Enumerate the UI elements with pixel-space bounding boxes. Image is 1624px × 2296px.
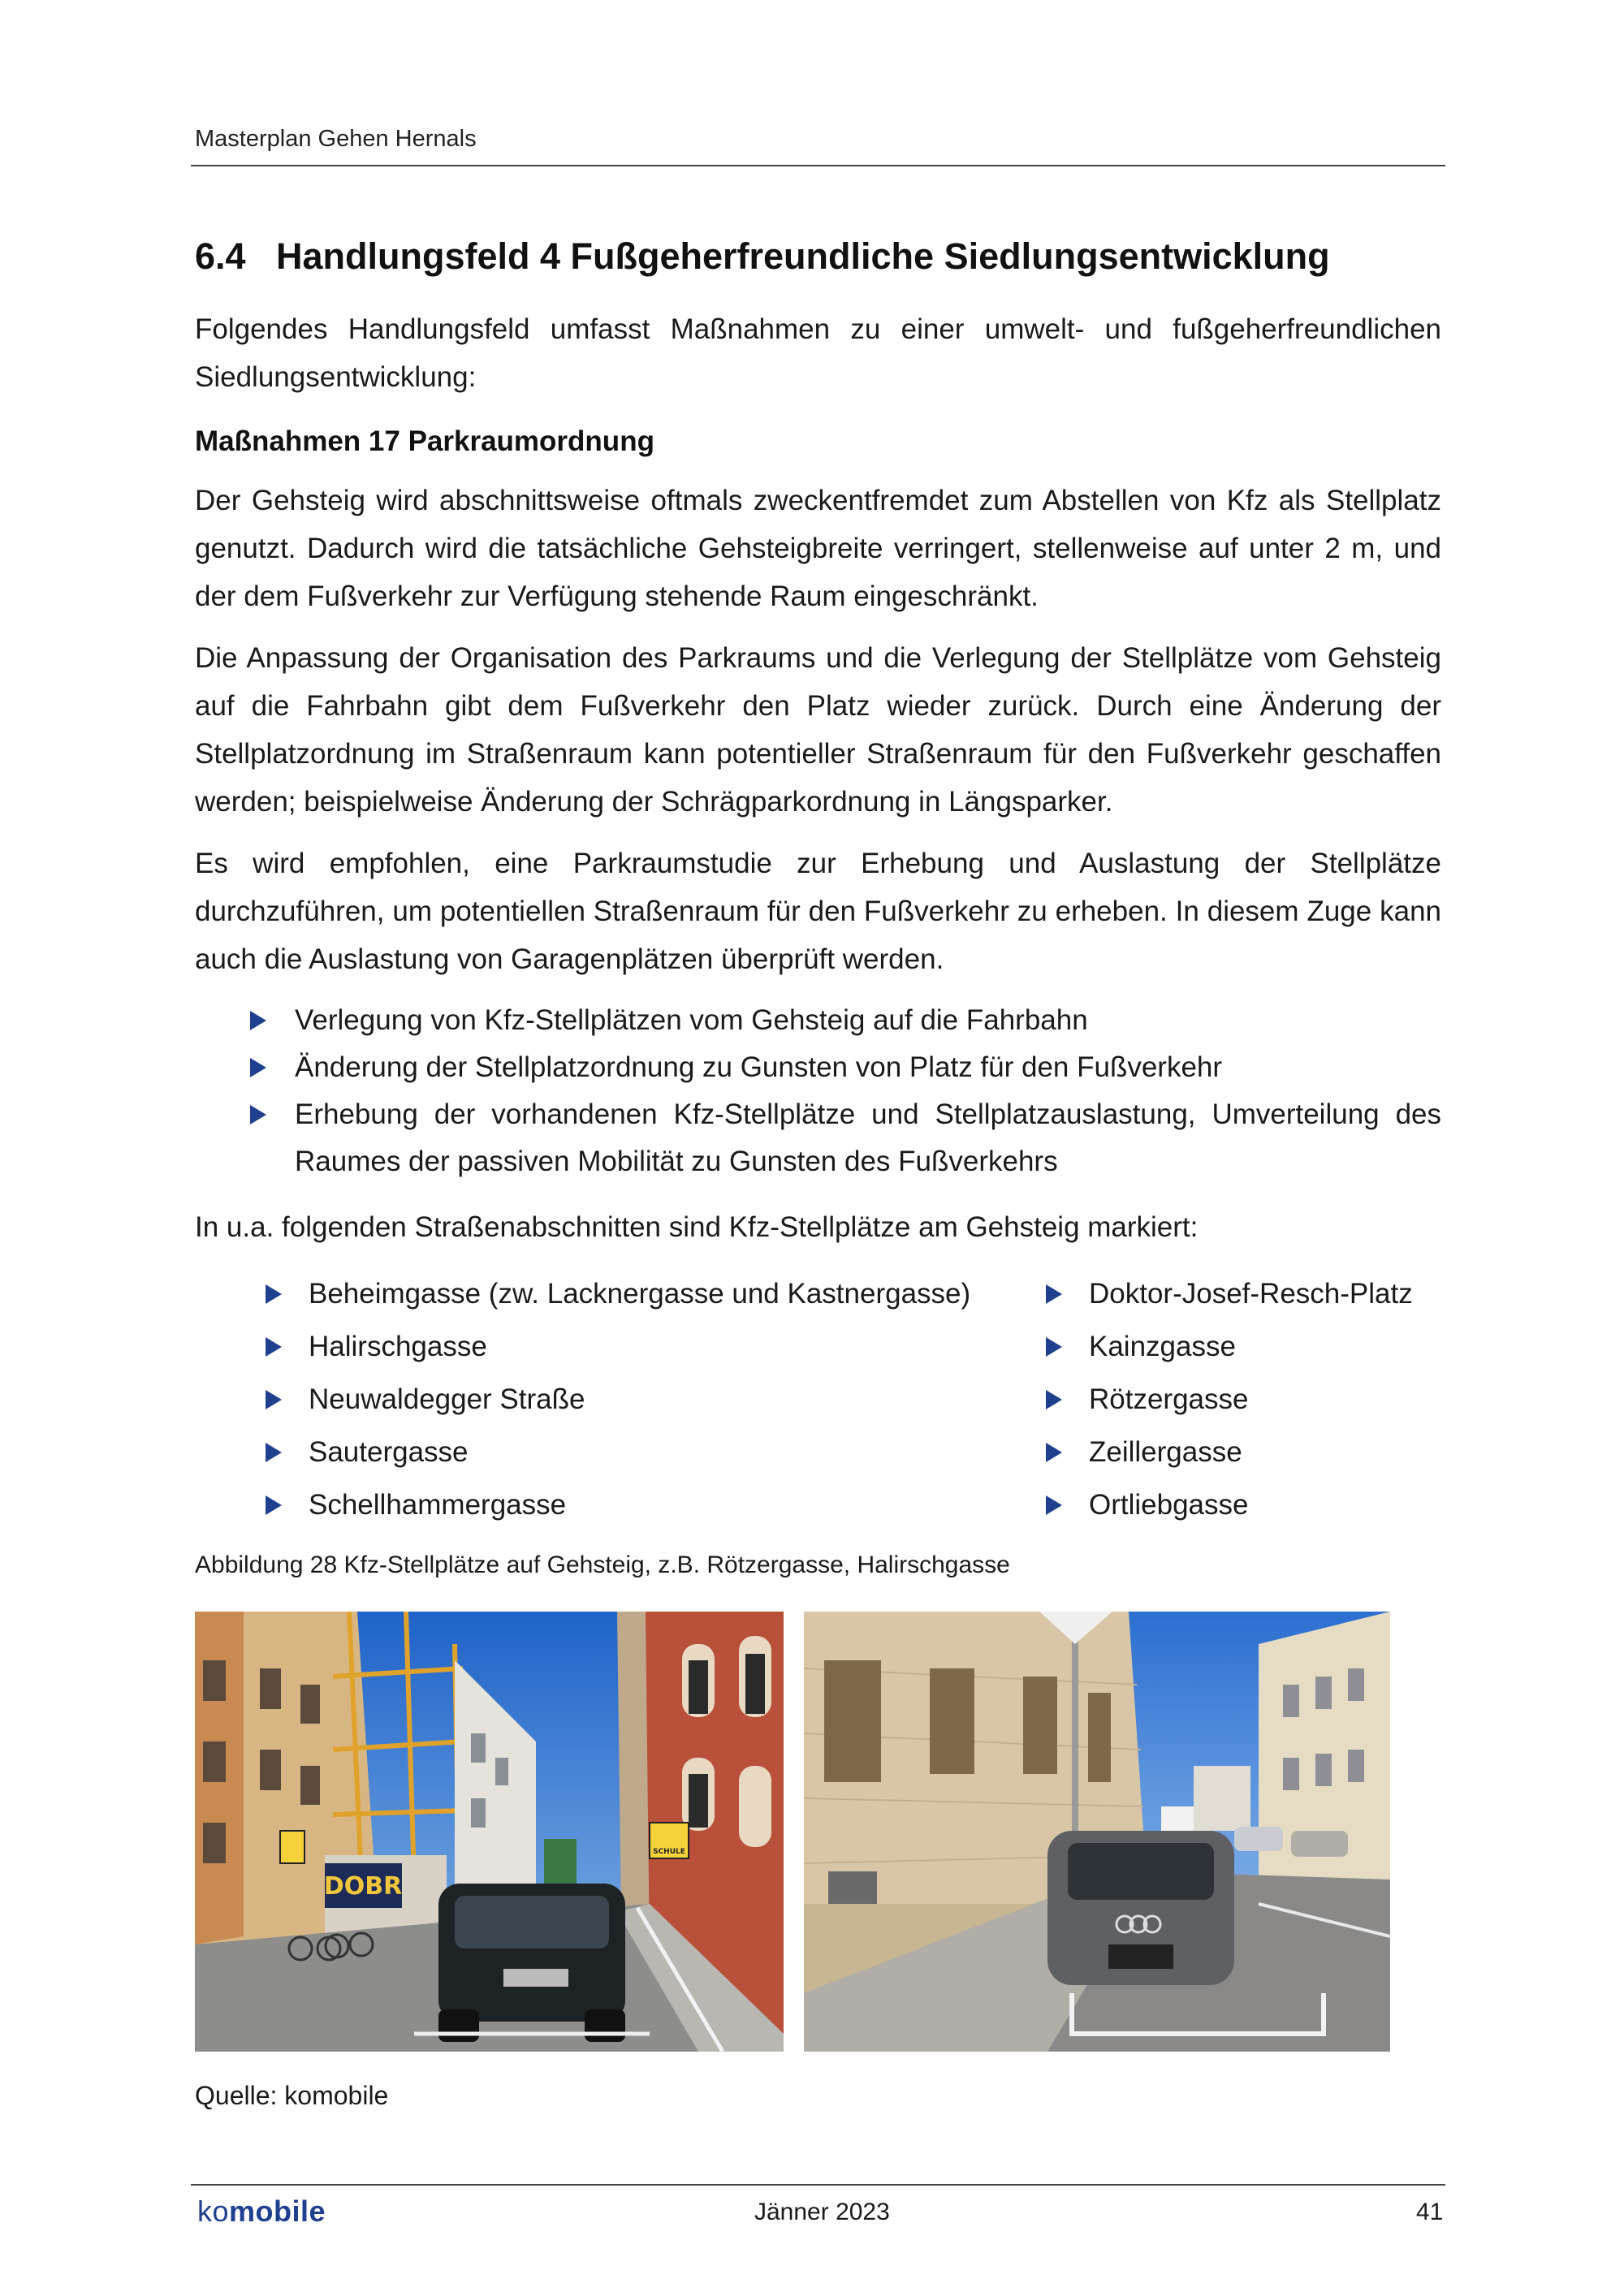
triangle-bullet-icon [250, 1058, 266, 1077]
bullet-text: Erhebung der vorhandenen Kfz-Stellplätze und Stellplatzauslastung, Umverteilung des Raumes der passiven Mobilität zu Gunsten des Fußverkehrs [295, 1098, 1441, 1177]
triangle-bullet-icon [266, 1337, 282, 1357]
bullet-item [250, 1044, 1441, 1091]
bullet-text: Änderung der Stellplatzordnung zu Gunsten von Platz für den Fußverkehr [295, 1051, 1223, 1083]
triangle-bullet-icon [266, 1390, 282, 1409]
bullet-item [250, 1091, 1441, 1185]
triangle-bullet-icon [1046, 1337, 1062, 1357]
street-item [1046, 1478, 1413, 1531]
banner-text: DOBR [323, 1872, 403, 1901]
page-number: 41 [1416, 2199, 1444, 2225]
paragraph: Die Anpassung der Organisation des Parkraums und die Verlegung der Stellplätze vom Gehsteig auf die Fahrbahn gibt dem Fußverkehr den Platz wieder zurück. Durch eine Änderung der Stellplatzordnung im Straßenraum kann potentieller Straßenraum für den Fußverkehr geschaffen werden; beispielweise Änderung der Schrägparkordnung in Längsparker. [195, 642, 1441, 818]
street-list-left [266, 1267, 970, 1531]
footer-date: Jänner 2023 [754, 2199, 890, 2225]
triangle-bullet-icon [1046, 1284, 1062, 1304]
paragraph: Der Gehsteig wird abschnittsweise oftmals zweckentfremdet zum Abstellen von Kfz als Stellplatz genutzt. Dadurch wird die tatsächliche Gehsteigbreite verringert, stellenweise auf unter 2 m, und der dem Fußverkehr zur Verfügung stehende Raum eingeschränkt. [195, 485, 1441, 612]
triangle-bullet-icon [1046, 1390, 1062, 1409]
photo-parked-cars-roetzergasse [195, 1612, 784, 2052]
street-name: Sautergasse [309, 1436, 469, 1468]
figure-source: Quelle: komobile [195, 2081, 389, 2110]
triangle-bullet-icon [250, 1105, 266, 1124]
street-item [266, 1478, 970, 1531]
figure-caption: Abbildung 28 Kfz-Stellplätze auf Gehsteig, z.B. Rötzergasse, Halirschgasse [195, 1552, 1010, 1578]
street-name: Zeillergasse [1089, 1436, 1242, 1468]
triangle-bullet-icon [250, 1011, 266, 1030]
street-item [1046, 1320, 1413, 1373]
bullet-text: Verlegung von Kfz-Stellplätzen vom Gehsteig auf die Fahrbahn [295, 1004, 1088, 1036]
street-name: Rötzergasse [1089, 1383, 1249, 1415]
triangle-bullet-icon [266, 1495, 282, 1515]
street-name: Halirschgasse [309, 1331, 487, 1362]
street-item [1046, 1426, 1413, 1478]
street-name: Doktor-Josef-Resch-Platz [1089, 1278, 1413, 1310]
street-name: Neuwaldegger Straße [309, 1383, 585, 1415]
streets-intro: In u.a. folgenden Straßenabschnitten sind Kfz-Stellplätze am Gehsteig markiert: [195, 1211, 1199, 1243]
measure-heading: Maßnahmen 17 Parkraumordnung [195, 425, 654, 457]
street-item [266, 1320, 970, 1373]
street-item [266, 1373, 970, 1426]
street-list-right [1046, 1267, 1413, 1531]
street-name: Schellhammergasse [309, 1489, 567, 1521]
header-divider [191, 165, 1445, 166]
street-name: Beheimgasse (zw. Lacknergasse und Kastnergasse) [309, 1278, 971, 1310]
triangle-bullet-icon [1046, 1495, 1062, 1515]
street-item [266, 1426, 970, 1478]
section-heading [195, 235, 1330, 278]
triangle-bullet-icon [266, 1443, 282, 1462]
paragraph: Es wird empfohlen, eine Parkraumstudie zur Erhebung und Auslastung der Stellplätze durchzuführen, um potentiellen Straßenraum für den Fußverkehr zu erheben. In diesem Zuge kann auch die Auslastung von Garagenplätzen überprüft werden. [195, 848, 1441, 975]
measure-bullet-list [250, 997, 1441, 1185]
section-intro: Folgendes Handlungsfeld umfasst Maßnahmen zu einer umwelt- und fußgeherfreundlichen Siedlungsentwicklung: [195, 313, 1441, 393]
photo-parked-car-halirschgasse [804, 1612, 1390, 2052]
school-sign-text: SCHULE [653, 1848, 685, 1856]
street-item [266, 1267, 970, 1320]
street-item [1046, 1267, 1413, 1320]
running-header-title: Masterplan Gehen Hernals [195, 126, 477, 152]
section-title: Handlungsfeld 4 Fußgeherfreundliche Siedlungsentwicklung [276, 235, 1330, 277]
section-number: 6.4 [195, 235, 246, 277]
logo-part-ko: ko [197, 2195, 230, 2228]
komobile-logo [197, 2195, 326, 2229]
triangle-bullet-icon [266, 1284, 282, 1304]
footer-divider [191, 2184, 1445, 2186]
street-name: Ortliebgasse [1089, 1489, 1249, 1521]
bullet-item [250, 997, 1441, 1044]
logo-part-mobile: mobile [229, 2195, 326, 2228]
triangle-bullet-icon [1046, 1443, 1062, 1462]
street-item [1046, 1373, 1413, 1426]
street-name: Kainzgasse [1089, 1331, 1236, 1362]
